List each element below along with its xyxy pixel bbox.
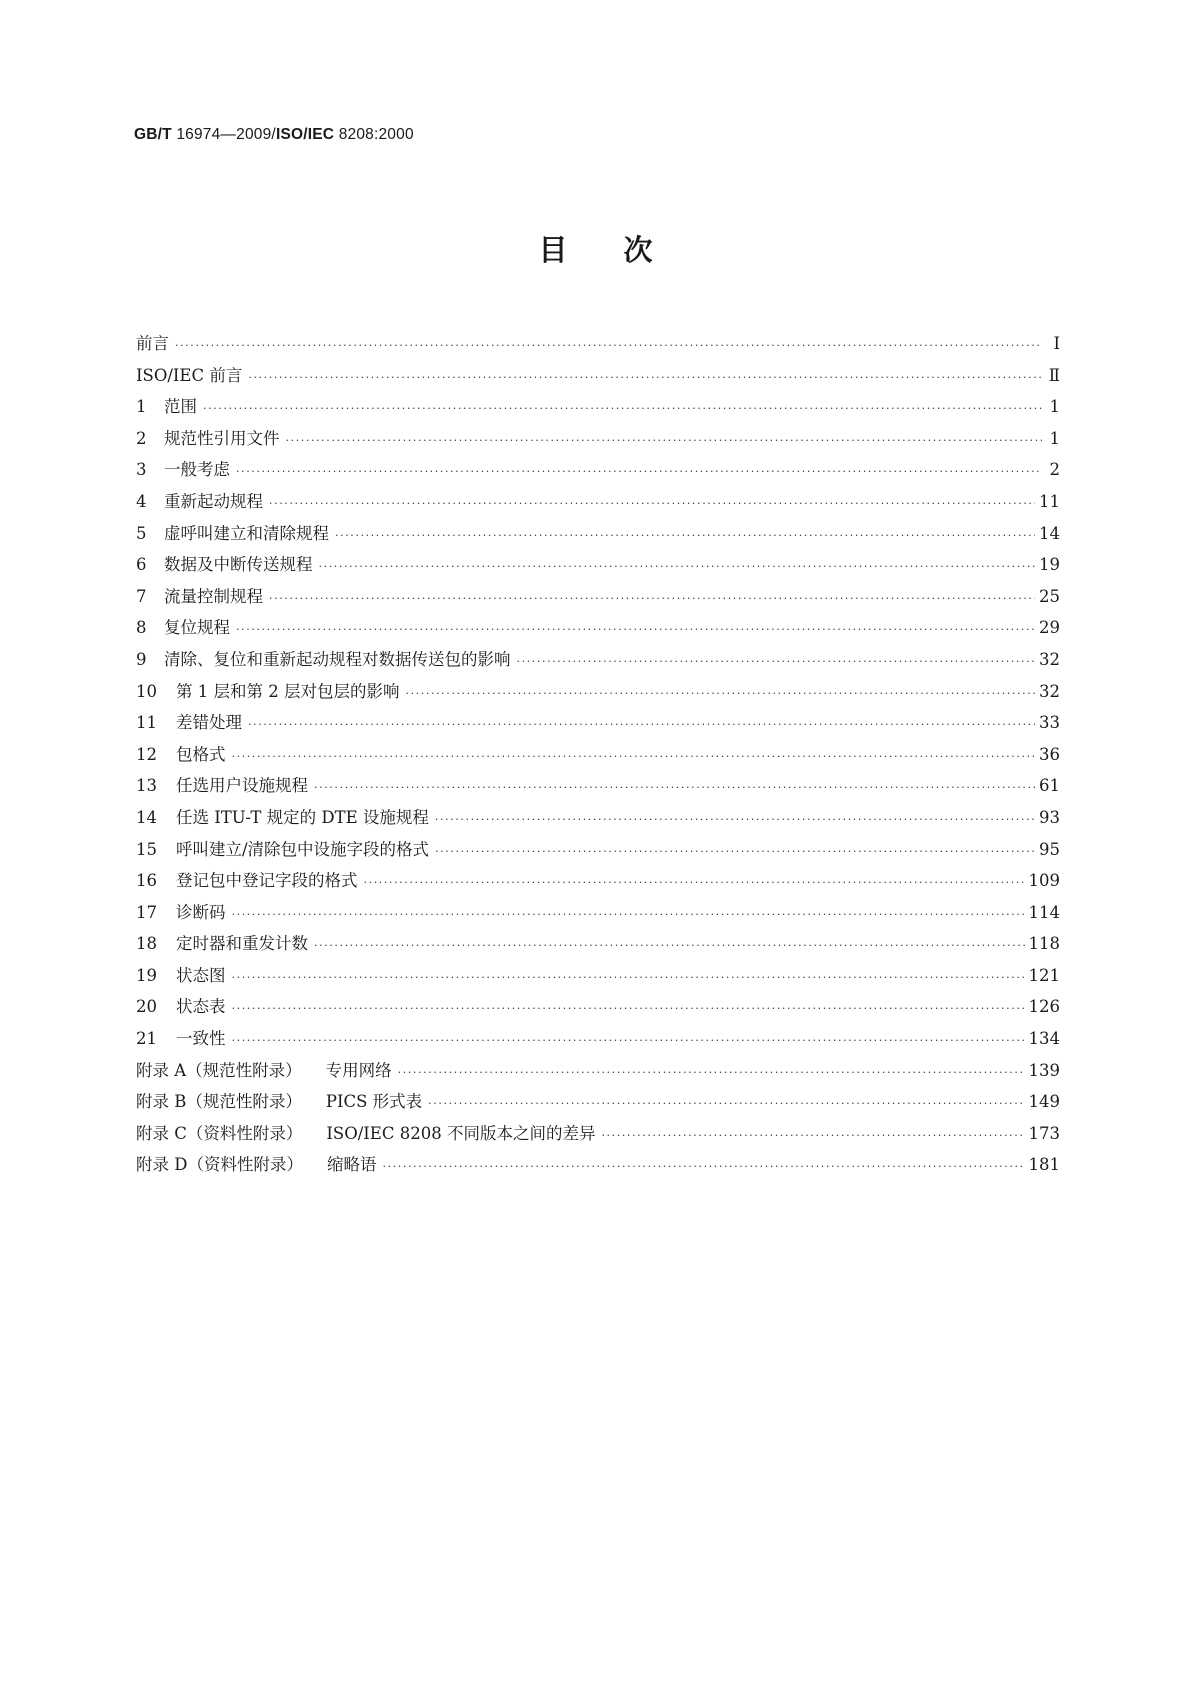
toc-entry-number: 15 — [136, 839, 157, 859]
toc-entry-page-number: 134 — [1028, 1029, 1060, 1049]
toc-dot-leader — [248, 709, 1035, 741]
toc-entry-label — [136, 360, 242, 392]
toc-dot-leader — [314, 772, 1035, 804]
toc-entry[interactable] — [136, 770, 1060, 802]
toc-entry-label — [136, 1118, 595, 1150]
toc-entry-page-number: 11 — [1039, 491, 1060, 511]
toc-entry[interactable] — [136, 991, 1060, 1023]
toc-entry-label — [176, 834, 429, 866]
toc-entry[interactable] — [136, 676, 1060, 708]
toc-entry-title: 登记包中登记字段的格式 — [176, 871, 358, 891]
toc-entry-subtitle: 专用网络 — [325, 1060, 392, 1080]
toc-dot-leader — [405, 678, 1035, 710]
toc-dot-leader — [314, 930, 1025, 962]
toc-entry-number: 21 — [136, 1029, 157, 1049]
toc-entry[interactable] — [136, 739, 1060, 771]
toc-entry-number: 20 — [136, 997, 157, 1017]
toc-entry-number: 13 — [136, 776, 157, 796]
toc-entry-number: 3 — [136, 460, 147, 480]
toc-entry-title: 附录 D（资料性附录） — [136, 1155, 303, 1175]
toc-entry-label — [176, 1023, 226, 1055]
toc-entry[interactable] — [136, 865, 1060, 897]
toc-dot-leader — [232, 741, 1036, 773]
toc-entry-page-number: 2 — [1049, 460, 1060, 480]
toc-entry-title: 附录 A（规范性附录） — [136, 1060, 302, 1080]
toc-entry-subtitle: 缩略语 — [326, 1155, 377, 1175]
toc-dot-leader — [232, 1025, 1025, 1057]
toc-entry-label — [164, 612, 230, 644]
toc-entry-page-number: 114 — [1028, 902, 1060, 922]
toc-entry-page-number: 25 — [1039, 586, 1060, 606]
table-of-contents — [136, 328, 1060, 1181]
toc-entry-number: 10 — [136, 681, 157, 701]
toc-entry-title: 复位规程 — [164, 618, 230, 638]
toc-entry[interactable] — [136, 549, 1060, 581]
toc-dot-leader — [435, 836, 1035, 868]
toc-entry-number: 17 — [136, 902, 157, 922]
toc-dot-leader — [232, 899, 1025, 931]
toc-entry-label — [136, 1055, 392, 1087]
toc-dot-leader — [269, 488, 1035, 520]
toc-entry-title: 差错处理 — [176, 713, 242, 733]
toc-entry[interactable] — [136, 707, 1060, 739]
toc-entry-title: 包格式 — [176, 744, 226, 764]
toc-entry-number: 4 — [136, 491, 147, 511]
toc-dot-leader — [428, 1088, 1024, 1120]
toc-entry-number: 1 — [136, 397, 147, 417]
toc-entry-label — [164, 391, 197, 423]
toc-dot-leader — [203, 393, 1042, 425]
toc-entry-number: 14 — [136, 807, 157, 827]
toc-entry-title: 数据及中断传送规程 — [164, 555, 313, 575]
toc-entry-label — [176, 991, 226, 1023]
toc-entry-label — [164, 423, 280, 455]
toc-entry-subtitle: ISO/IEC 8208 不同版本之间的差异 — [326, 1123, 596, 1143]
toc-entry[interactable] — [136, 423, 1060, 455]
toc-entry[interactable] — [136, 454, 1060, 486]
toc-entry-page-number: 95 — [1039, 839, 1060, 859]
toc-entry[interactable] — [136, 1023, 1060, 1055]
toc-dot-leader — [232, 962, 1025, 994]
toc-entry-title: ISO/IEC 前言 — [136, 365, 243, 385]
toc-entry-label — [176, 770, 308, 802]
toc-entry-title: 附录 B（规范性附录） — [136, 1092, 302, 1112]
toc-entry-page-number: 173 — [1028, 1123, 1060, 1143]
toc-entry-page-number: 33 — [1039, 713, 1060, 733]
toc-entry-title: 规范性引用文件 — [164, 428, 280, 448]
toc-entry-page-number: 36 — [1039, 744, 1060, 764]
toc-entry-label — [176, 928, 308, 960]
toc-entry[interactable] — [136, 581, 1060, 613]
toc-entry-page-number: 109 — [1028, 871, 1060, 891]
toc-entry-title: 任选 ITU-T 规定的 DTE 设施规程 — [176, 807, 429, 827]
toc-dot-leader — [175, 330, 1042, 362]
toc-entry-page-number: 61 — [1039, 776, 1060, 796]
toc-entry[interactable] — [136, 960, 1060, 992]
toc-entry[interactable] — [136, 1086, 1060, 1118]
toc-entry-number: 2 — [136, 428, 147, 448]
toc-entry-label — [176, 676, 399, 708]
toc-entry-page-number: 121 — [1028, 965, 1060, 985]
toc-entry[interactable] — [136, 391, 1060, 423]
toc-entry-number: 9 — [136, 649, 147, 669]
toc-dot-leader — [286, 425, 1043, 457]
toc-entry-number: 16 — [136, 871, 157, 891]
toc-entry[interactable] — [136, 834, 1060, 866]
toc-entry[interactable] — [136, 486, 1060, 518]
toc-entry[interactable] — [136, 928, 1060, 960]
toc-entry-page-number: 1 — [1049, 397, 1060, 417]
toc-entry-number: 8 — [136, 618, 147, 638]
toc-entry-title: 虚呼叫建立和清除规程 — [164, 523, 329, 543]
toc-entry-label — [176, 897, 226, 929]
toc-entry-page-number: Ⅰ — [1053, 334, 1060, 353]
document-header — [134, 126, 414, 144]
toc-entry-title: 范围 — [164, 397, 197, 417]
toc-dot-leader — [236, 614, 1035, 646]
toc-entry-title: 状态图 — [176, 965, 226, 985]
toc-entry[interactable] — [136, 360, 1060, 392]
toc-entry-label — [164, 581, 263, 613]
toc-entry-page-number: 181 — [1028, 1155, 1060, 1175]
toc-entry-label — [136, 1086, 422, 1118]
toc-entry-title: 流量控制规程 — [164, 586, 263, 606]
toc-entry[interactable] — [136, 644, 1060, 676]
toc-entry-title: 重新起动规程 — [164, 491, 263, 511]
toc-entry-page-number: 29 — [1039, 618, 1060, 638]
toc-entry-title: 状态表 — [176, 997, 226, 1017]
toc-entry[interactable] — [136, 802, 1060, 834]
toc-entry-label — [176, 739, 226, 771]
toc-dot-leader — [232, 993, 1025, 1025]
toc-entry-label — [176, 707, 242, 739]
toc-entry-page-number: 14 — [1039, 523, 1060, 543]
toc-dot-leader — [335, 520, 1035, 552]
page-title: 目次 — [538, 233, 709, 267]
toc-entry-page-number: 32 — [1039, 681, 1060, 701]
toc-dot-leader — [435, 804, 1035, 836]
toc-entry-number: 12 — [136, 744, 157, 764]
iso-code-prefix: ISO/IEC — [275, 126, 335, 143]
toc-entry-label — [176, 802, 429, 834]
toc-entry-page-number: 93 — [1039, 807, 1060, 827]
toc-entry-page-number: Ⅱ — [1048, 365, 1060, 385]
toc-entry-title: 诊断码 — [176, 902, 226, 922]
standard-code-number: 16974—2009/ — [171, 126, 276, 143]
toc-dot-leader — [382, 1151, 1024, 1183]
toc-entry-page-number: 19 — [1039, 555, 1060, 575]
toc-entry-page-number: 32 — [1039, 649, 1060, 669]
toc-entry[interactable] — [136, 1149, 1060, 1181]
toc-dot-leader — [269, 583, 1035, 615]
toc-entry-number: 6 — [136, 555, 147, 575]
toc-entry-page-number: 1 — [1049, 428, 1060, 448]
toc-dot-leader — [398, 1057, 1025, 1089]
toc-entry-title: 任选用户设施规程 — [176, 776, 308, 796]
toc-entry-label — [176, 960, 226, 992]
toc-entry-label — [164, 644, 511, 676]
toc-entry-page-number: 139 — [1028, 1060, 1060, 1080]
toc-entry[interactable] — [136, 328, 1060, 360]
toc-entry-number: 18 — [136, 934, 157, 954]
toc-entry-label — [136, 1149, 376, 1181]
toc-entry-number: 11 — [136, 713, 157, 733]
toc-entry-title: 一般考虑 — [164, 460, 230, 480]
toc-entry-page-number: 118 — [1028, 934, 1060, 954]
toc-entry-label — [164, 454, 230, 486]
toc-entry-number: 19 — [136, 965, 157, 985]
toc-dot-leader — [236, 456, 1042, 488]
toc-entry-label — [164, 486, 263, 518]
toc-entry-label — [164, 518, 329, 550]
toc-entry-label — [164, 549, 313, 581]
toc-entry[interactable] — [136, 897, 1060, 929]
toc-entry-title: 一致性 — [176, 1029, 226, 1049]
toc-entry-page-number: 126 — [1028, 997, 1060, 1017]
toc-entry-label — [136, 328, 169, 360]
toc-entry-title: 定时器和重发计数 — [176, 934, 308, 954]
toc-entry[interactable] — [136, 518, 1060, 550]
toc-dot-leader — [364, 867, 1025, 899]
toc-entry-page-number: 149 — [1028, 1092, 1060, 1112]
toc-entry[interactable] — [136, 612, 1060, 644]
toc-entry-title: 第 1 层和第 2 层对包层的影响 — [176, 681, 400, 701]
iso-code-number: 8208:2000 — [334, 126, 414, 143]
toc-entry-subtitle: PICS 形式表 — [325, 1092, 423, 1112]
toc-entry-title: 附录 C（资料性附录） — [136, 1123, 303, 1143]
toc-entry-title: 前言 — [136, 334, 169, 353]
toc-entry[interactable] — [136, 1055, 1060, 1087]
toc-dot-leader — [601, 1120, 1024, 1152]
toc-entry-label — [176, 865, 358, 897]
toc-entry-title: 呼叫建立/清除包中设施字段的格式 — [176, 839, 430, 859]
toc-dot-leader — [248, 362, 1042, 394]
toc-entry-number: 5 — [136, 523, 147, 543]
standard-code-prefix: GB/T — [134, 126, 172, 143]
toc-entry-number: 7 — [136, 586, 147, 606]
toc-entry[interactable] — [136, 1118, 1060, 1150]
toc-entry-title: 清除、复位和重新起动规程对数据传送包的影响 — [164, 649, 511, 669]
toc-dot-leader — [517, 646, 1036, 678]
toc-dot-leader — [319, 551, 1036, 583]
